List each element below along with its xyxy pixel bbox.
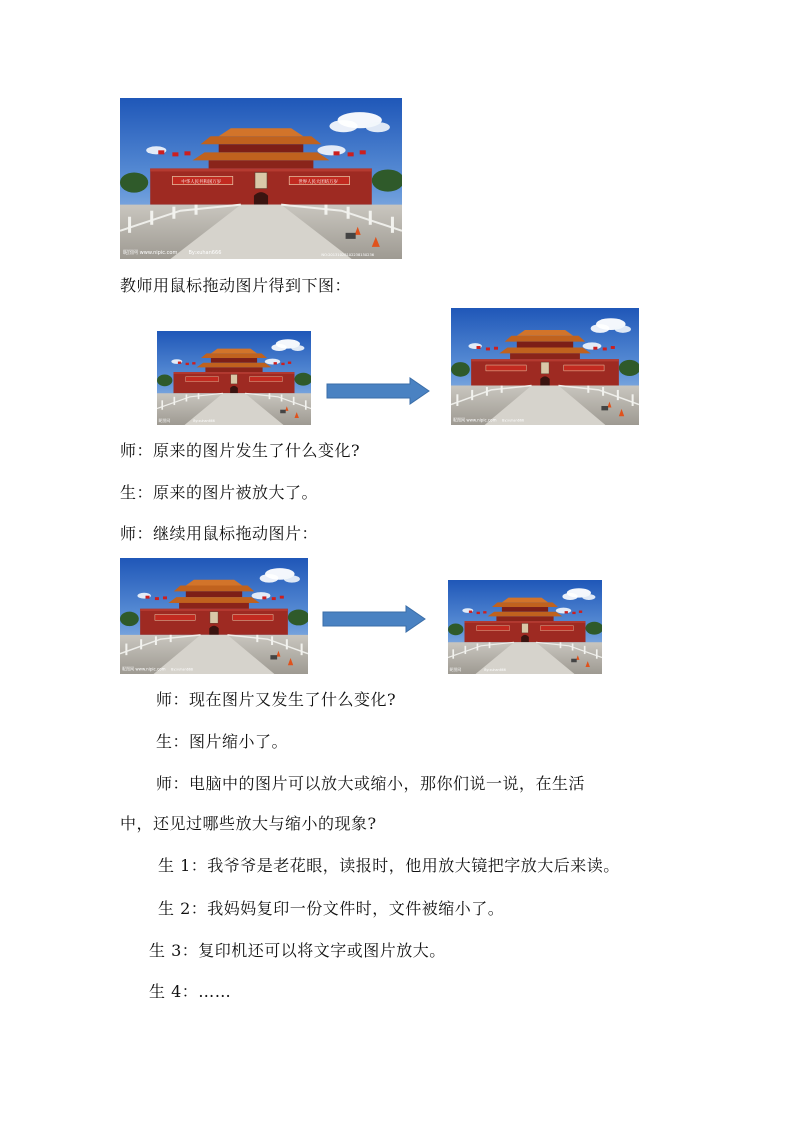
question-1: 师：原来的图片发生了什么变化?	[120, 441, 361, 460]
answer-2: 生：图片缩小了。	[156, 732, 289, 751]
watermark-by: By:xuhan666	[502, 418, 524, 423]
right-arrow-icon	[326, 377, 430, 405]
watermark-left: 昵图网 www.nipic.com	[123, 249, 178, 256]
continue-text: 师：继续用鼠标拖动图片：	[120, 524, 319, 543]
tiananmen-photo-large-after	[451, 308, 639, 425]
watermark-left: 昵图网 www.nipic.com	[453, 417, 497, 423]
student-1-answer: 生 1：我爷爷是老花眼，读报时，他用放大镜把字放大后来读。	[158, 856, 620, 875]
arrow-shape	[323, 606, 425, 632]
arrow-shape	[327, 378, 429, 404]
student-4-answer: 生 4：……	[149, 982, 232, 1001]
watermark-by: By:xuhan666	[188, 249, 222, 256]
watermark-by: By:xuhan666	[484, 667, 506, 673]
student-2-answer: 生 2：我妈妈复印一份文件时，文件被缩小了。	[158, 899, 505, 918]
banner-left-text: 中华人民共和国万岁	[181, 180, 222, 186]
right-arrow-icon	[322, 605, 426, 633]
tiananmen-photo-small-before	[157, 331, 311, 425]
question-3-line-2: 中，还见过哪些放大与缩小的现象?	[120, 814, 377, 833]
student-3-answer: 生 3：复印机还可以将文字或图片放大。	[149, 941, 446, 960]
watermark-left: 昵图网	[158, 417, 171, 424]
watermark-left: 昵图网	[449, 666, 462, 673]
question-2: 师：现在图片又发生了什么变化?	[156, 690, 397, 709]
watermark-by: By:xuhan666	[193, 418, 215, 424]
watermark-by: By:xuhan666	[171, 667, 193, 672]
banner-right-text: 世界人民大团结万岁	[298, 180, 338, 186]
tiananmen-photo-large-before	[120, 558, 308, 674]
answer-1: 生：原来的图片被放大了。	[120, 483, 319, 502]
tiananmen-photo-main	[120, 98, 402, 259]
watermark-right: NO:20131028102238150236	[321, 252, 375, 257]
intro-text: 教师用鼠标拖动图片得到下图：	[120, 276, 352, 295]
watermark-left: 昵图网 www.nipic.com	[122, 666, 166, 672]
tiananmen-photo-small-after	[448, 580, 602, 674]
question-3-line-1: 师：电脑中的图片可以放大或缩小，那你们说一说，在生活	[156, 774, 586, 793]
